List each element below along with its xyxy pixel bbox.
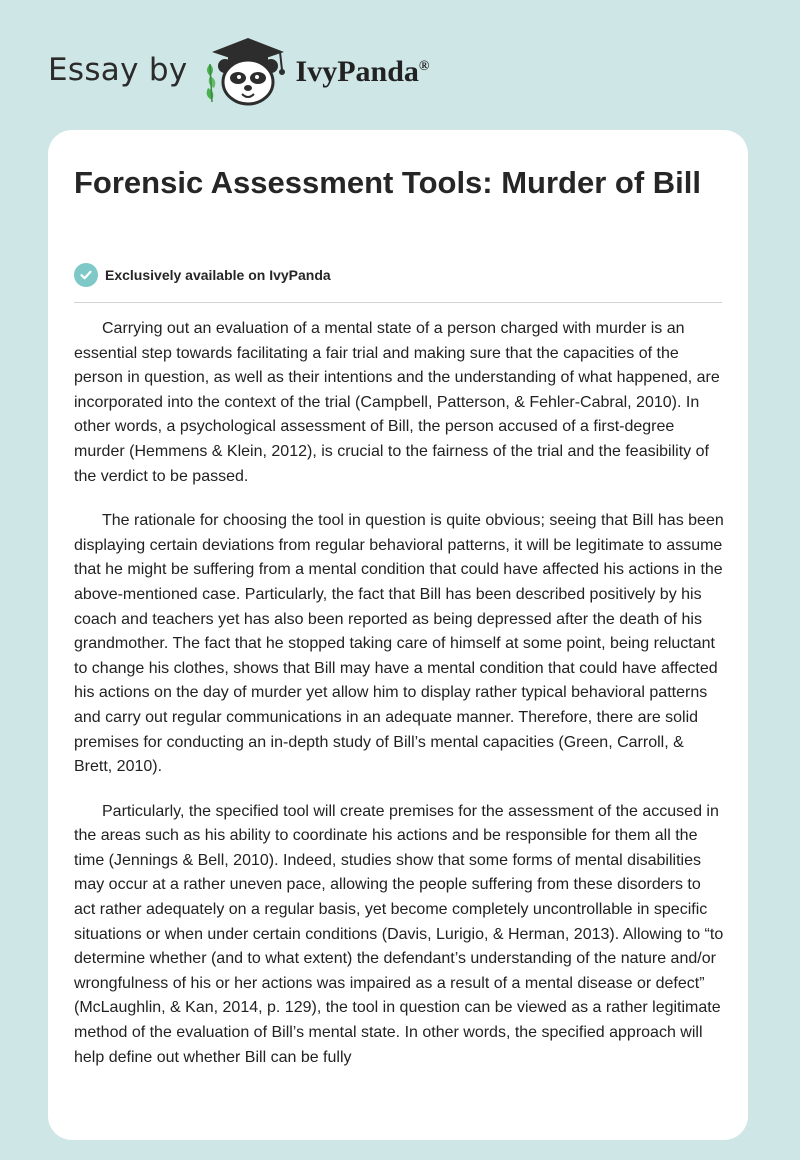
- registered-mark: ®: [418, 59, 430, 74]
- divider: [74, 302, 722, 303]
- brand-prefix: Essay by: [48, 52, 188, 88]
- exclusive-label: Exclusively available on IvyPanda: [105, 267, 331, 283]
- paragraph: The rationale for choosing the tool in question is quite obvious; seeing that Bill has been displaying certain deviations from regular behavioral patterns, it will be legitimate to assume that he might be suffering from a mental condition that could have affected his actions in the above-mentioned case. Particularly, the fact that Bill has been described positively by his coach and teachers yet has also been reported as being depressed after the death of his grandmother. The fact that he stopped taking care of himself at some point, being reluctant to change his clothes, shows that Bill may have a mental condition that could have affected his actions on the day of murder yet allow him to display rather typical behavioral patterns and carry out regular communications in an adequate manner. Therefore, there are solid premises for conducting an in-depth study of Bill’s mental capacities (Green, Carroll, & Brett, 2010).: [74, 512, 724, 776]
- page-title: Forensic Assessment Tools: Murder of Bill: [74, 165, 702, 200]
- essay-body: [74, 317, 724, 1090]
- site-header: [48, 30, 429, 110]
- paragraph: Carrying out an evaluation of a mental state of a person charged with murder is an essential step towards facilitating a fair trial and making sure that the capacities of the person in question, as well as their intentions and the understanding of what happened, are incorporated into the context of the trial (Campbell, Patterson, & Fehler-Cabral, 2010). In other words, a psychological assessment of Bill, the person accused of a first-degree murder (Hemmens & Klein, 2012), is crucial to the fairness of the trial and the feasibility of the verdict to be passed.: [74, 320, 720, 485]
- essay-card: [48, 130, 748, 1140]
- ivypanda-logo-icon[interactable]: [202, 30, 292, 110]
- checkmark-icon: [74, 263, 98, 287]
- paragraph: Particularly, the specified tool will create premises for the assessment of the accused in the areas such as his ability to coordinate his actions and be responsible for them all the time (Jennings & Bell, 2010). Indeed, studies show that some forms of mental disabilities may occur at a rather uneven pace, allowing the people suffering from these disorders to act rather adequately on a regular basis, yet become completely uncontrollable in specific situations or when under certain conditions (Davis, Lurigio, & Herman, 2013). Allowing to “to determine whether (and to what extent) the defendant’s understanding of the nature and/or wrongfulness of his or her actions was impaired as a result of a mental disease or defect” (McLaughlin, & Kan, 2014, p. 129), the tool in question can be viewed as a rather legitimate method of the evaluation of Bill’s mental state. In other words, the specified approach will help define out whether Bill can be fully: [74, 802, 724, 1066]
- exclusive-badge: [74, 263, 331, 287]
- brand-name[interactable]: IvyPanda®: [295, 55, 430, 88]
